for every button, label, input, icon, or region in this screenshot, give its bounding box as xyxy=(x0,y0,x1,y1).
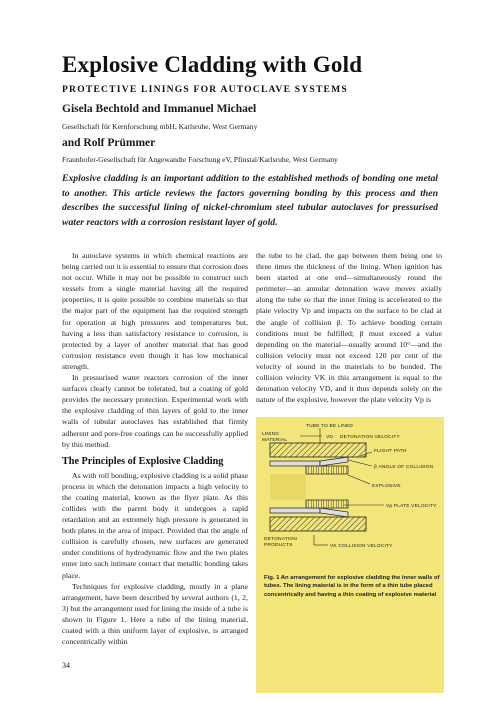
affiliation-line-2: Fraunhofer-Gesellschaft für Angewandte Forschung eV, Pfinstal/Karlsruhe, West Germany xyxy=(62,155,338,164)
lining-top xyxy=(270,461,320,466)
label-tube: TUBE TO BE LINED xyxy=(306,424,354,429)
tube-wall-top xyxy=(270,443,366,457)
explosive-top xyxy=(306,466,348,474)
label-material: MATERIAL xyxy=(262,438,288,443)
lining-flyer-top xyxy=(320,457,348,466)
left-column xyxy=(62,250,248,647)
label-explosive: EXPLOSIVE xyxy=(372,484,401,489)
label-plate-velocity: Vp PLATE VELOCITY xyxy=(386,504,437,509)
article-subtitle: PROTECTIVE LININGS FOR AUTOCLAVE SYSTEMS xyxy=(62,84,348,95)
detonation-products-region xyxy=(270,474,306,500)
label-vd: VD xyxy=(326,435,334,440)
leader-angle xyxy=(348,460,372,466)
figure-1 xyxy=(256,417,444,693)
leader-explosive xyxy=(348,475,370,484)
explosive-bottom xyxy=(306,500,348,508)
article-title: Explosive Cladding with Gold xyxy=(62,52,363,77)
author-line-1: Gisela Bechtold and Immanuel Michael xyxy=(62,103,257,115)
label-collision-velocity: VK COLLISION VELOCITY xyxy=(330,544,393,549)
figure-caption: Fig. 1 An arrangement for explosive cladding the inner walls of tubes. The lining material is in the form of a thin tube placed concentrically and having a thin coating of explosive material xyxy=(264,575,440,598)
label-flight-path: FLIGHT PATH xyxy=(374,449,407,454)
tube-wall-bottom xyxy=(270,517,366,531)
body-paragraph: the tube to be clad, the gap between them being one to three times the thickness of the lining. When ignition has been started at one end—simultaneously round the perimeter—an annular detonation wave moves axially along the tube so that the inner lining is accelerated to the plate velocity Vp and impacts on the surface to be clad at the angle of collision β. To achieve bonding certain conditions must be fulfilled; β must exceed a value depending on the material—usually around 10°—and the collision velocity must not exceed 120 per cent of the velocity of sound in the materials to be bonded. The collision velocity VK in this arrangement is equal to the detonation velocity VD, and it thus depends solely on the nature of the explosive, however the plate velocity Vp is xyxy=(256,251,442,405)
author-line-2: and Rolf Prümmer xyxy=(62,137,156,149)
affiliation-line-1: Gesellschaft für Kernforschung mbH, Karlsruhe, West Germany xyxy=(62,122,258,131)
label-detonation: DETONATION xyxy=(264,537,298,542)
abstract: Explosive cladding is an important addition to the established methods of bonding one metal to another. This article reviews the factors governing bonding by this process and then describes the successful lining of nickel-chromium steel tubular autoclaves for pressurised water reactors with a corrosion resistant layer of gold. xyxy=(62,173,438,228)
label-products: PRODUCTS xyxy=(264,543,293,548)
lining-flyer-bottom xyxy=(320,508,348,517)
section-heading: The Principles of Explosive Cladding xyxy=(62,455,224,467)
body-paragraph: Techniques for explosive cladding, mostly in a plane arrangement, have been described by several authors (1, 2, 3) but the arrangement used for lining the inside of a tube is shown in Figure 1. Here a tube of the lining material, coated with a thin uniform layer of explosive, is arranged concentrically within xyxy=(62,581,248,647)
label-lining: LINING xyxy=(262,432,280,437)
page-number: 34 xyxy=(62,661,70,670)
body-paragraph: In pressurised water reactors corrosion of the inner surfaces clearly cannot be tolerated, but a coating of gold provides the necessary protection. Experimental work with the explosive cladding of thin layers of gold to the inner walls of tubular autoclaves has established that firmly adherent and pore-free coatings can be successfully applied by this method. xyxy=(62,373,248,449)
lining-bottom xyxy=(270,508,320,513)
right-column xyxy=(256,250,442,405)
body-paragraph: In autoclave systems in which chemical reactions are being carried out it is essential to ensure that corrosion does not occur. While it may not be possible to construct such vessels from a single material having all the required properties, it is quite possible to combine materials so that the major part of the equipment has the required strength for operation at high pressures and temperatures but, having a less than satisfactory resistance to corrosion, is protected by a layer of another material that has good corrosion resistance even though it has low mechanical strength. xyxy=(62,251,248,371)
figure-diagram xyxy=(256,417,444,572)
label-angle: β ANGLE OF COLLISION xyxy=(374,465,434,470)
label-detonation-velocity: DETONATION VELOCITY xyxy=(340,435,400,440)
body-paragraph: As with roll bonding, explosive cladding is a solid phase process in which the detonation impacts a high velocity to the coating material, known as the flyer plate. As this collides with the parent body it undergoes a rapid retardation and an extremely high pressure is generated in both plates in the area of impact. Provided that the angle of collision is carefully chosen, new surfaces are generated under conditions of hydrodynamic flow and the two plates enter into such intimate contact that metallic bonding takes place. xyxy=(62,470,248,580)
